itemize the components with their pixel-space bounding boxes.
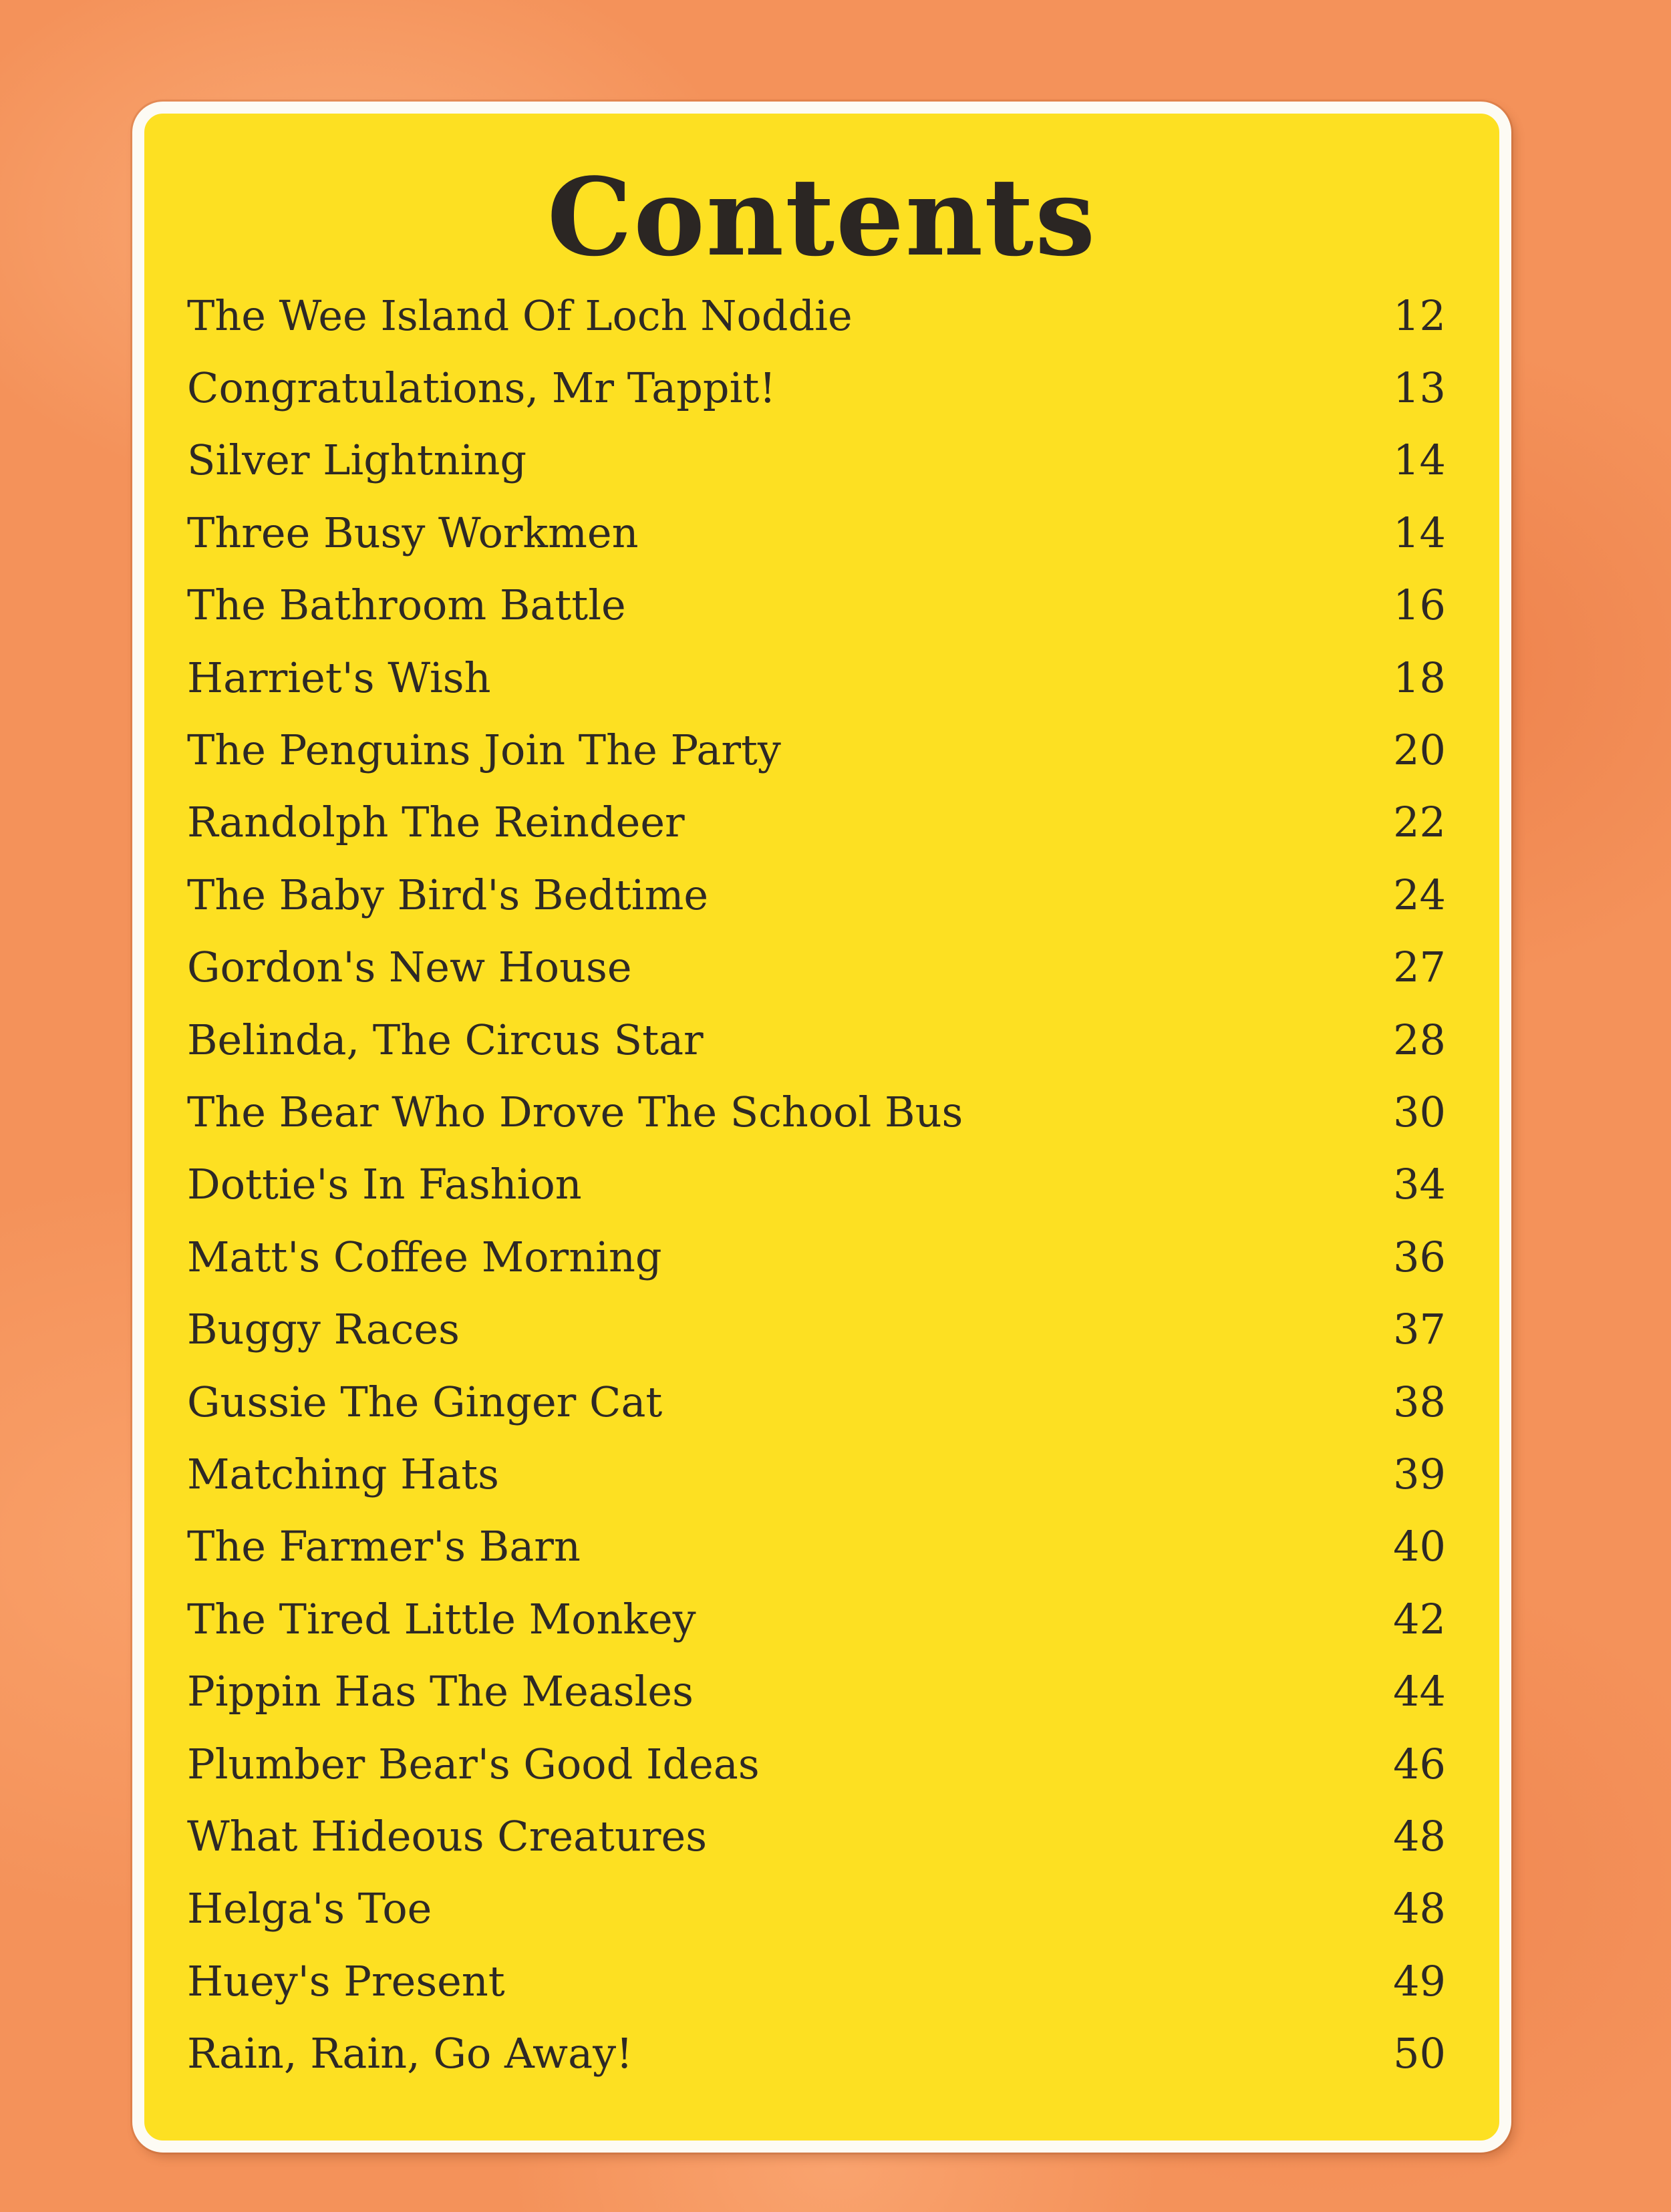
entry-page-number: 28 (1393, 1015, 1446, 1064)
contents-entry (187, 931, 1446, 1003)
entry-page-number: 34 (1393, 1160, 1446, 1209)
entry-title: Randolph The Reindeer (187, 798, 685, 847)
entry-title: Harriet's Wish (187, 653, 491, 702)
contents-entry (187, 1655, 1446, 1727)
contents-entry (187, 1728, 1446, 1800)
entry-page-number: 27 (1393, 943, 1446, 992)
entry-title: Congratulations, Mr Tappit! (187, 363, 776, 413)
entry-title: Matt's Coffee Morning (187, 1232, 662, 1281)
entry-page-number: 16 (1393, 581, 1446, 630)
contents-list (187, 279, 1446, 2090)
contents-entry (187, 714, 1446, 786)
contents-entry (187, 351, 1446, 424)
entry-page-number: 38 (1393, 1377, 1446, 1426)
entry-title: Matching Hats (187, 1449, 499, 1498)
contents-title: Contents (547, 154, 1097, 280)
contents-entry (187, 569, 1446, 641)
entry-title: Silver Lightning (187, 436, 527, 485)
entry-title: The Wee Island Of Loch Noddie (187, 291, 853, 340)
contents-entry (187, 424, 1446, 496)
entry-page-number: 44 (1393, 1667, 1446, 1716)
entry-title: What Hideous Creatures (187, 1811, 708, 1861)
contents-entry (187, 1221, 1446, 1293)
entry-page-number: 48 (1393, 1884, 1446, 1933)
entry-page-number: 39 (1393, 1449, 1446, 1498)
entry-title: The Penguins Join The Party (187, 726, 781, 775)
entry-page-number: 20 (1393, 726, 1446, 775)
contents-entry (187, 1873, 1446, 1945)
entry-title: Belinda, The Circus Star (187, 1015, 704, 1064)
entry-page-number: 14 (1393, 436, 1446, 485)
entry-title: The Tired Little Monkey (187, 1594, 696, 1643)
entry-page-number: 37 (1393, 1305, 1446, 1354)
entry-title: Helga's Toe (187, 1884, 432, 1933)
entry-page-number: 13 (1393, 363, 1446, 413)
contents-panel (132, 102, 1511, 2153)
entry-page-number: 36 (1393, 1232, 1446, 1281)
entry-title: The Bear Who Drove The School Bus (187, 1087, 963, 1136)
entry-title: The Bathroom Battle (187, 581, 626, 630)
entry-page-number: 24 (1393, 870, 1446, 919)
contents-entry (187, 1148, 1446, 1221)
contents-entry (187, 2017, 1446, 2089)
entry-page-number: 14 (1393, 508, 1446, 557)
contents-entry (187, 1076, 1446, 1148)
entry-title: Gordon's New House (187, 943, 632, 992)
entry-title: Buggy Races (187, 1305, 460, 1354)
contents-entry (187, 1293, 1446, 1365)
entry-page-number: 40 (1393, 1522, 1446, 1571)
contents-entry (187, 786, 1446, 858)
entry-page-number: 18 (1393, 653, 1446, 702)
contents-entry (187, 1438, 1446, 1510)
contents-entry (187, 496, 1446, 569)
entry-page-number: 48 (1393, 1811, 1446, 1861)
entry-title: Plumber Bear's Good Ideas (187, 1739, 760, 1788)
entry-page-number: 12 (1393, 291, 1446, 340)
entry-title: Huey's Present (187, 1956, 505, 2006)
entry-page-number: 22 (1393, 798, 1446, 847)
contents-entry (187, 1945, 1446, 2017)
entry-title: Rain, Rain, Go Away! (187, 2029, 633, 2078)
entry-page-number: 49 (1393, 1956, 1446, 2006)
entry-page-number: 50 (1393, 2029, 1446, 2078)
contents-entry (187, 1511, 1446, 1583)
contents-entry (187, 1003, 1446, 1076)
contents-entry (187, 858, 1446, 931)
entry-title: Gussie The Ginger Cat (187, 1377, 663, 1426)
entry-title: The Farmer's Barn (187, 1522, 581, 1571)
contents-entry (187, 1583, 1446, 1655)
contents-entry (187, 279, 1446, 351)
contents-entry (187, 641, 1446, 714)
entry-page-number: 46 (1393, 1739, 1446, 1788)
entry-page-number: 30 (1393, 1087, 1446, 1136)
entry-title: Pippin Has The Measles (187, 1667, 694, 1716)
entry-title: The Baby Bird's Bedtime (187, 870, 709, 919)
entry-title: Three Busy Workmen (187, 508, 639, 557)
contents-entry (187, 1366, 1446, 1438)
entry-page-number: 42 (1393, 1594, 1446, 1643)
contents-entry (187, 1800, 1446, 1872)
entry-title: Dottie's In Fashion (187, 1160, 582, 1209)
